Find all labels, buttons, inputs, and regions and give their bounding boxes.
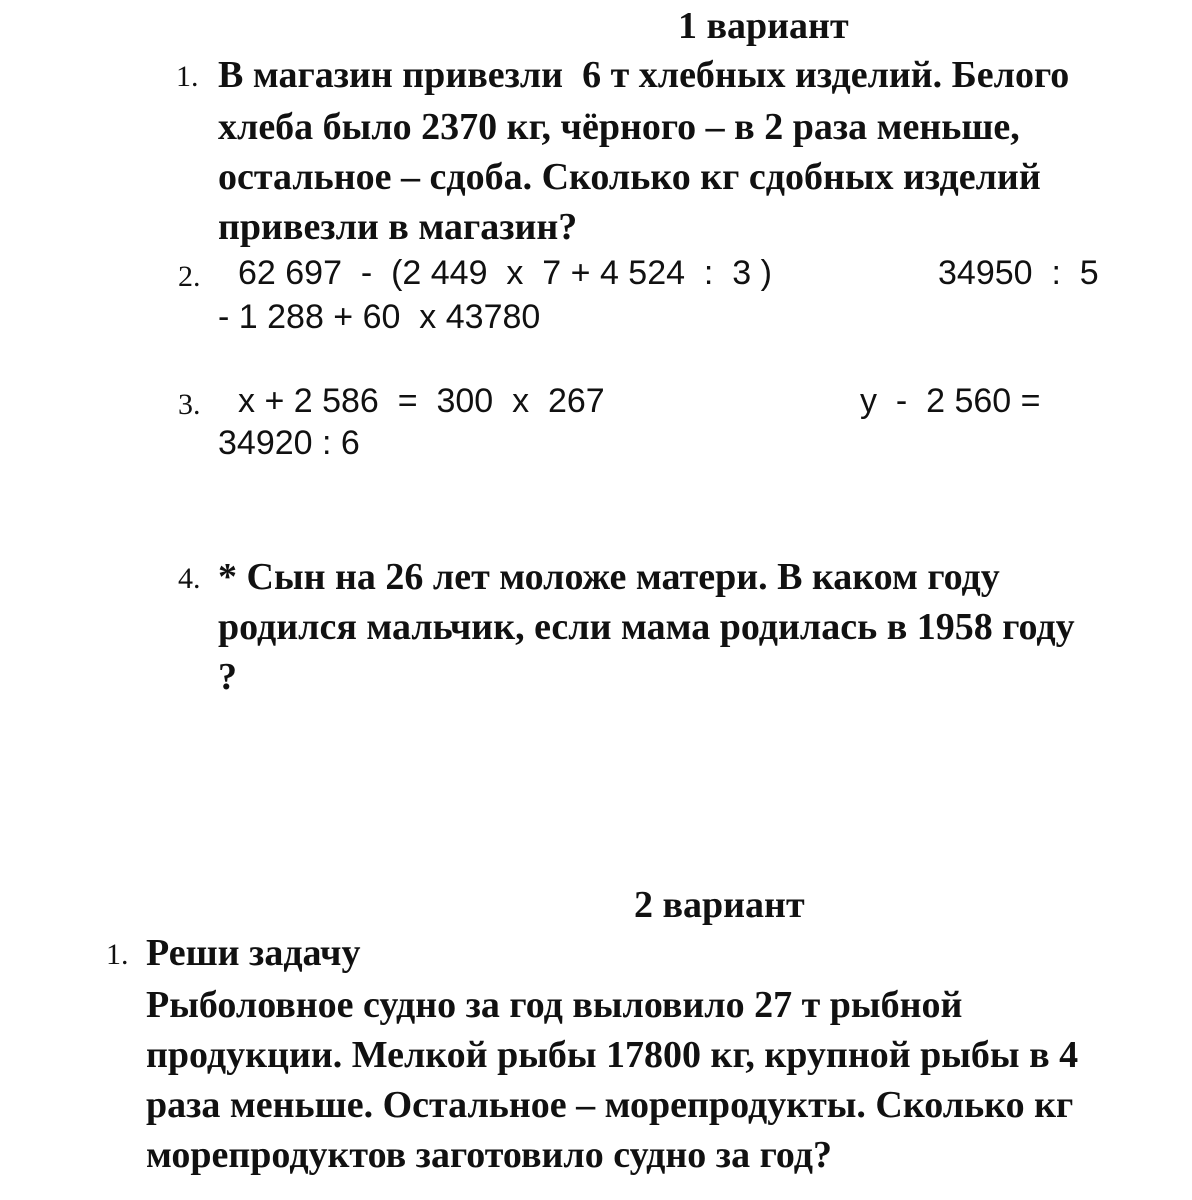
task-3-equation-a: x + 2 586 = 300 x 267 (238, 382, 605, 420)
task-4-line-1: * Сын на 26 лет моложе матери. В каком году (218, 556, 1000, 598)
v2-task-1-line-1: Рыболовное судно за год выловило 27 т рыбной (146, 984, 963, 1026)
v2-task-1-line-3: раза меньше. Остальное – морепродукты. Сколько кг (146, 1084, 1074, 1126)
task-2-expression-b: 34950 : 5 (938, 254, 1099, 292)
task-1-number: 1. (176, 60, 199, 93)
v2-task-1-line-2: продукции. Мелкой рыбы 17800 кг, крупной рыбы в 4 (146, 1034, 1079, 1076)
v2-task-1-heading: Реши задачу (146, 932, 361, 974)
task-1-line-3: остальное – сдоба. Сколько кг сдобных изделий (218, 156, 1041, 198)
task-4-line-3: ? (218, 656, 237, 698)
variant-1-title: 1 вариант (678, 5, 849, 47)
v2-task-1-line-4: морепродуктов заготовило судно за год? (146, 1134, 833, 1176)
task-2-number: 2. (178, 260, 201, 293)
task-2-expression-c: - 1 288 + 60 x 43780 (218, 298, 541, 336)
task-4-number: 4. (178, 562, 201, 595)
task-3-equation-b: y - 2 560 = (860, 382, 1041, 420)
task-1-line-1: В магазин привезли 6 т хлебных изделий. Белого (218, 54, 1070, 96)
task-3-number: 3. (178, 388, 201, 421)
task-1-line-2: хлеба было 2370 кг, чёрного – в 2 раза меньше, (218, 106, 1020, 148)
task-2-expression-a: 62 697 - (2 449 x 7 + 4 524 : 3 ) (238, 254, 772, 292)
task-4-line-2: родился мальчик, если мама родилась в 1958 году (218, 606, 1075, 648)
task-3-equation-c: 34920 : 6 (218, 424, 360, 462)
variant-2-title: 2 вариант (634, 884, 805, 926)
task-1-line-4: привезли в магазин? (218, 206, 578, 248)
v2-task-1-number: 1. (106, 938, 129, 971)
